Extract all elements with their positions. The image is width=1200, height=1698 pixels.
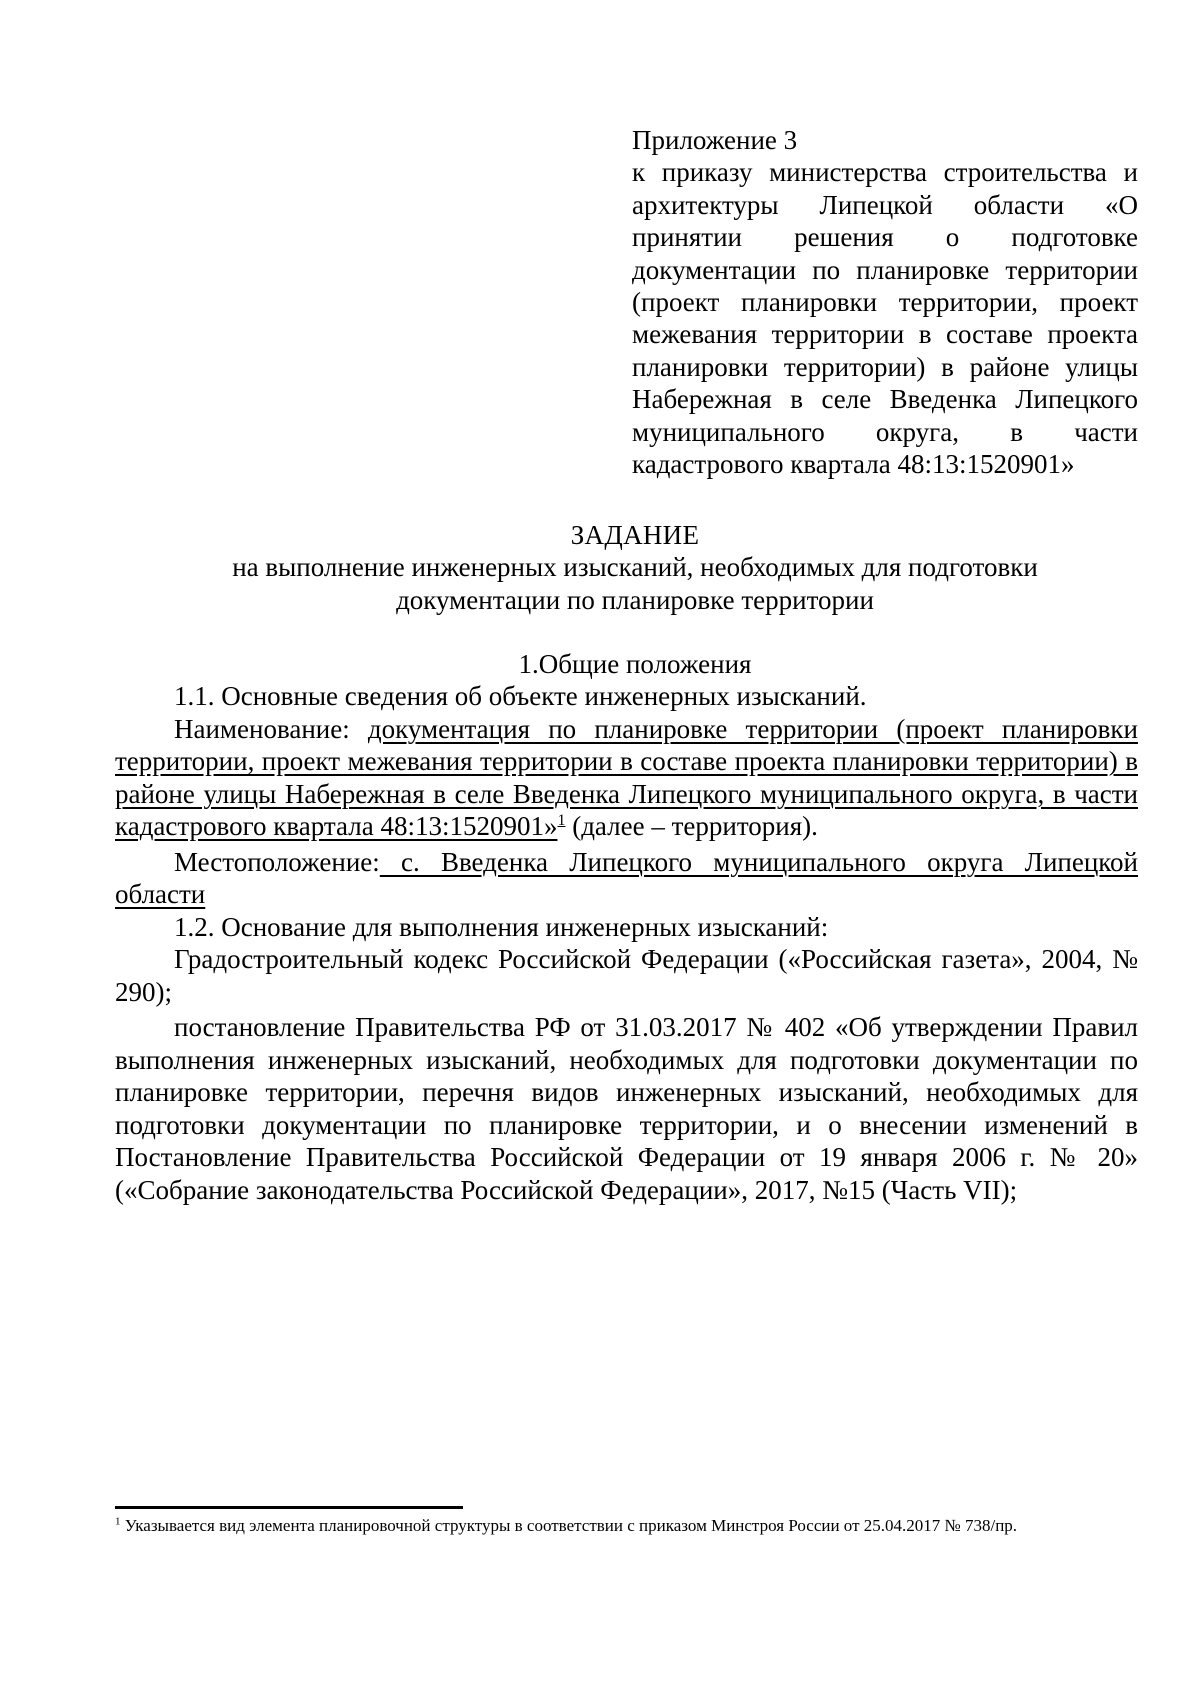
section-heading: 1.Общие положения [518,649,752,679]
footnote-reference: 1 [557,812,566,829]
location-paragraph [115,846,1138,911]
basis-item-resolution: постановление Правительства РФ от 31.03.2017 № 402 «Об утверждении Правил выполнения инженерных изысканий, необходимых для подготовки документации по планировке территории, перечня видов инженерных изысканий, необходимых для подготовки документации по планировке территории, и о внесении изменений в Постановление Правительства Российской Федерации от 19 января 2006 г. № 20» («Собрание законодательства Российской Федерации», 2017, №15 (Часть VII); [115,1012,1138,1205]
object-name-tail: (далее – территория). [565,811,818,841]
object-name-paragraph [115,713,1138,843]
footnote-separator [115,1506,463,1509]
subsection-1-2: 1.2. Основание для выполнения инженерных изысканий: [174,911,829,942]
footnote-mark: 1 [115,1515,121,1528]
object-name-label: Наименование: [174,713,368,744]
location-label: Местоположение: [174,846,380,877]
footnote-text: Указывается вид элемента планировочной структуры в соответствии с приказом Минстроя России от 25.04.2017 № 738/пр. [120,1516,1018,1535]
document-subtitle-line-1: на выполнение инженерных изысканий, необходимых для подготовки [232,552,1038,582]
appendix-number: Приложение 3 [632,125,798,155]
document-title: ЗАДАНИЕ [570,520,700,550]
appendix-header [632,124,1138,480]
footnote [115,1514,1138,1538]
object-name-value: документация по планировке территории (проект планировки территории, проект межевания территории в составе проекта планировки территории) в районе улицы Набережная в селе Введенка Липецкого муниципального округа, в части кадастрового квартала 48:13:1520901» [115,713,1138,841]
basis-item-code: Градостроительный кодекс Российской Федерации («Российская газета», 2004, № 290); [115,944,1138,1007]
subsection-1-1: 1.1. Основные сведения об объекте инженерных изысканий. [174,681,867,711]
document-subtitle-line-2: документации по планировке территории [396,585,874,615]
document-body [115,680,1138,1206]
location-value: с. Введенка Липецкого муниципального округа Липецкой области [115,846,1138,909]
appendix-reference: к приказу министерства строительства и архитектуры Липецкой области «О принятии решения о подготовке документации по планировке территории (проект планировки территории, проект межевания территории в составе проекта планировки территории) в районе улицы Набережная в селе Введенка Липецкого муниципального округа, в части кадастрового квартала 48:13:1520901» [632,157,1138,480]
